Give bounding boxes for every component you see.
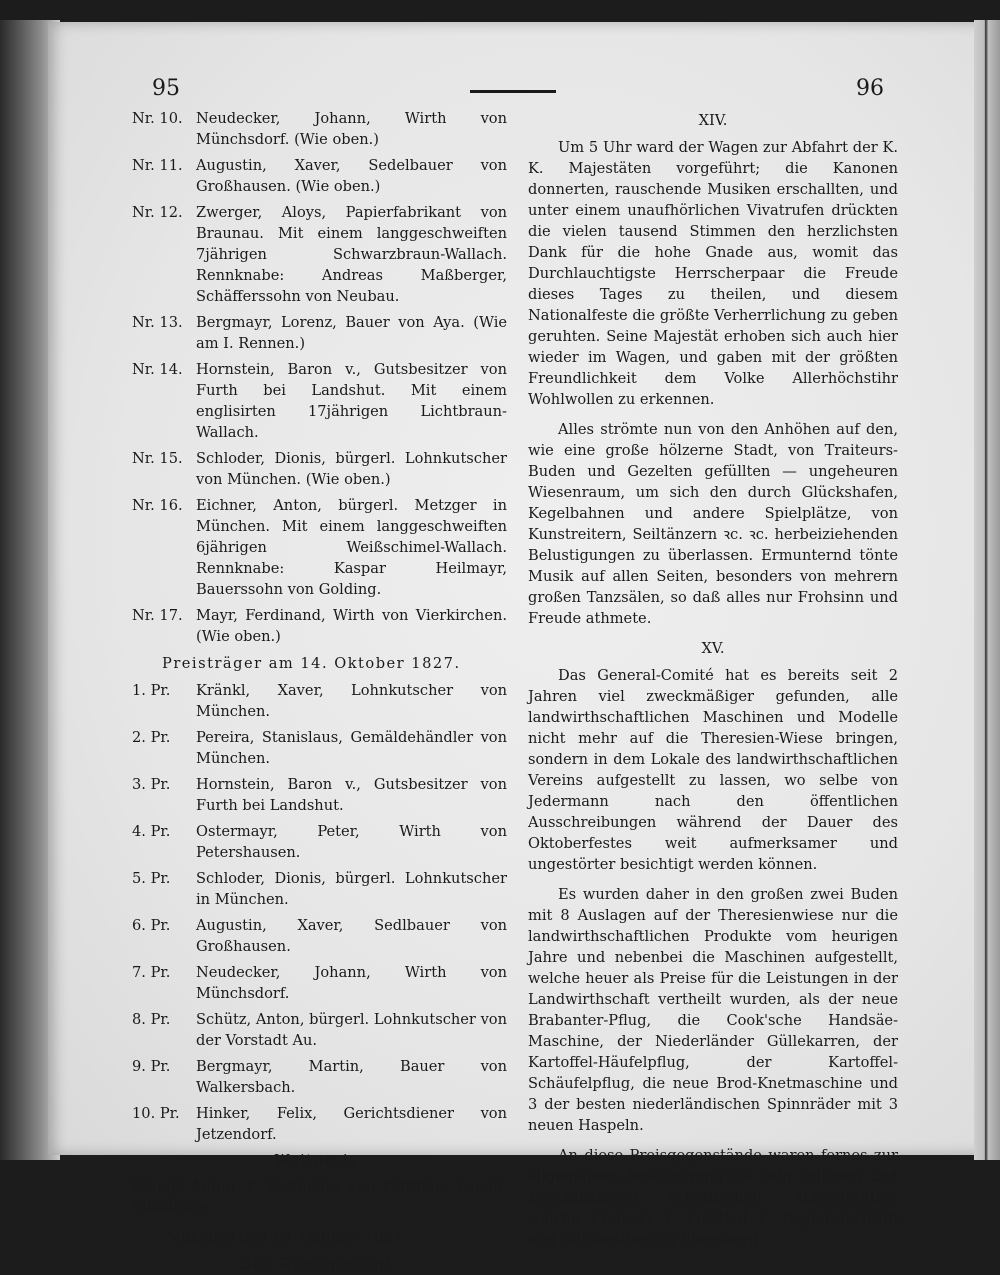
- prize-entry: [132, 915, 507, 957]
- prize-list: [132, 680, 507, 1145]
- prize-entry-text: Augustin, Xaver, Sedlbauer von Großhausen.: [196, 917, 507, 955]
- nr-entry-text: Augustin, Xaver, Sedelbauer von Großhausen. (Wie oben.): [196, 157, 507, 195]
- prize-entry-text: Pereira, Stanislaus, Gemäldehändler von München.: [196, 729, 507, 767]
- weitpreis-heading: Weitpreis.: [274, 1152, 365, 1169]
- nr-entry: [132, 108, 507, 150]
- signature: Das Renngericht.: [239, 1256, 400, 1273]
- prize-entry-label: 5. Pr.: [132, 870, 171, 887]
- prize-entry-label: 2. Pr.: [132, 729, 171, 746]
- section-paragraph: An diese Preisgegenstände waren fernes zur allgemeinen Besichtigung die sehr schönen und zweckmäßigen schottischen Ackergeräthe, welche Freiherr v. Eichthal k. Regierungsrath und Gutsbesitzer zu Ebersberg: [528, 1147, 898, 1248]
- prize-entry-label: 6. Pr.: [132, 917, 171, 934]
- prize-entry-label: 4. Pr.: [132, 823, 171, 840]
- prize-entry-text: Schütz, Anton, bürgerl. Lohnkutscher von der Vorstadt Au.: [196, 1011, 507, 1049]
- section-paragraph: Um 5 Uhr ward der Wagen zur Abfahrt der K. K. Majestäten vorgeführt; die Kanonen donnerten, rauschende Musiken erschallten, und unter einem unaufhörlichen Vivatrufen drückten die vielen tausend Stimmen den herzlichsten Dank für die hohe Gnade aus, womit das Durchlauchtigste Herrscherpaar die Freude dieses Tages zu theilen, und diesem Nationalfeste die größte Verherrlichung zu geben geruhten. Seine Majestät erhoben sich auch hier wieder im Wagen, und gaben mit der größten Freundlichkeit dem Volke Allerhöchstihr Wohlwollen zu erkennen.: [528, 139, 898, 408]
- prize-entry: [132, 821, 507, 863]
- header-rule: [470, 90, 556, 93]
- section-heading: XIV.: [698, 112, 728, 129]
- nr-entry: [132, 605, 507, 647]
- date-line: München den 18. Oktober 1827.: [166, 1229, 407, 1246]
- nr-entry-text: Hornstein, Baron v., Gutsbesitzer von Furth bei Landshut. Mit einem englisirten 17jährigen Lichtbraun-Wallach.: [196, 361, 507, 441]
- prize-heading: Preisträger am 14. Oktober 1827.: [162, 655, 461, 672]
- page-number-right: 96: [856, 76, 884, 101]
- prize-entry-text: Bergmayr, Martin, Bauer von Walkersbach.: [196, 1058, 507, 1096]
- nr-entry: [132, 202, 507, 307]
- prize-entry-label: 1. Pr.: [132, 682, 171, 699]
- prize-entry: [132, 962, 507, 1004]
- nr-entry: [132, 448, 507, 490]
- nr-entry: [132, 495, 507, 600]
- prize-entry: [132, 774, 507, 816]
- nr-entry: [132, 359, 507, 443]
- prize-entry: [132, 727, 507, 769]
- prize-entry: [132, 1103, 507, 1145]
- nr-entry-label: Nr. 14.: [132, 361, 183, 378]
- prize-entry-text: Kränkl, Xaver, Lohnkutscher von München.: [196, 682, 507, 720]
- nr-entry-label: Nr. 17.: [132, 607, 183, 624]
- right-column: [528, 108, 898, 1259]
- prize-entry-label: 8. Pr.: [132, 1011, 171, 1028]
- page-number-left: 95: [152, 76, 180, 101]
- weitpreis-text: Stangl, Anton, k. Posthalter von Plattling, Landg. Vilsbiburg.: [132, 1178, 507, 1216]
- prize-entry: [132, 1056, 507, 1098]
- prize-entry: [132, 680, 507, 722]
- entry-list: [132, 108, 507, 647]
- prize-entry-label: 9. Pr.: [132, 1058, 171, 1075]
- nr-entry-label: Nr. 13.: [132, 314, 183, 331]
- next-page-edge: [974, 20, 1000, 1160]
- left-column: [132, 108, 507, 1275]
- nr-entry: [132, 312, 507, 354]
- prize-entry: [132, 868, 507, 910]
- nr-entry-text: Eichner, Anton, bürgerl. Metzger in München. Mit einem langgeschweiften 6jährigen Weißschimel-Wallach. Rennknabe: Kaspar Heilmayr, Bauerssohn von Golding.: [196, 497, 507, 598]
- section-paragraph: Alles strömte nun von den Anhöhen auf den, wie eine große hölzerne Stadt, von Traiteurs-Buden und Gezelten gefüllten — ungeheuren Wiesenraum, um sich den durch Glückshafen, Kegelbahnen und andere Spielplätze, von Kunstreitern, Seiltänzern ꝛc. ꝛc. herbeiziehenden Belustigungen zu überlassen. Ermunternd tönte Musik auf allen Seiten, besonders von mehrern großen Tanzsälen, so daß alles nur Frohsinn und Freude athmete.: [528, 421, 898, 627]
- prize-entry-text: Ostermayr, Peter, Wirth von Petershausen.: [196, 823, 507, 861]
- section-paragraph: Das General-Comité hat es bereits seit 2 Jahren viel zweckmäßiger gefunden, alle landwirthschaftlichen Maschinen und Modelle nicht mehr auf die Theresien-Wiese bringen, sondern in dem Lokale des landwirthschaftlichen Vereins aufgestellt zu lassen, wo selbe von Jedermann nach den öffentlichen Ausschreibungen während der Dauer des Oktoberfestes weit aufmerksamer und ungestörter besichtigt werden können.: [528, 667, 898, 873]
- prize-entry-text: Neudecker, Johann, Wirth von Münchsdorf.: [196, 964, 507, 1002]
- prize-entry-label: 7. Pr.: [132, 964, 171, 981]
- nr-entry-text: Zwerger, Aloys, Papierfabrikant von Braunau. Mit einem langgeschweiften 7jährigen Schwarzbraun-Wallach. Rennknabe: Andreas Maßberger, Schäfferssohn von Neubau.: [196, 204, 507, 305]
- nr-entry-label: Nr. 11.: [132, 157, 183, 174]
- nr-entry: [132, 155, 507, 197]
- nr-entry-label: Nr. 15.: [132, 450, 183, 467]
- section-list: [528, 110, 898, 1250]
- nr-entry-text: Mayr, Ferdinand, Wirth von Vierkirchen. (Wie oben.): [196, 607, 507, 645]
- nr-entry-text: Bergmayr, Lorenz, Bauer von Aya. (Wie am I. Rennen.): [196, 314, 507, 352]
- prize-entry-label: 3. Pr.: [132, 776, 171, 793]
- nr-entry-label: Nr. 16.: [132, 497, 183, 514]
- nr-entry-text: Schloder, Dionis, bürgerl. Lohnkutscher von München. (Wie oben.): [196, 450, 507, 488]
- prize-entry-text: Hinker, Felix, Gerichtsdiener von Jetzendorf.: [196, 1105, 507, 1143]
- nr-entry-text: Neudecker, Johann, Wirth von Münchsdorf. (Wie oben.): [196, 110, 507, 148]
- nr-entry-label: Nr. 12.: [132, 204, 183, 221]
- prize-entry-text: Schloder, Dionis, bürgerl. Lohnkutscher in München.: [196, 870, 507, 908]
- prize-entry: [132, 1009, 507, 1051]
- section-heading: XV.: [701, 640, 725, 657]
- nr-entry-label: Nr. 10.: [132, 110, 183, 127]
- prize-entry-text: Hornstein, Baron v., Gutsbesitzer von Furth bei Landshut.: [196, 776, 507, 814]
- prize-entry-label: 10. Pr.: [132, 1105, 180, 1122]
- section-paragraph: Es wurden daher in den großen zwei Buden mit 8 Auslagen auf der Theresienwiese nur die landwirthschaftlichen Produkte vom heurigen Jahre und nebenbei die Maschinen aufgestellt, welche heuer als Preise für die Leistungen in der Landwirthschaft vertheilt wurden, als der neue Brabanter-Pflug, die Cook'sche Handsäe-Maschine, der Niederländer Güllekarren, der Kartoffel-Häufelpflug, der Kartoffel-Schäufelpflug, die neue Brod-Knetmaschine und 3 der besten niederländischen Spinnräder mit 3 neuen Haspeln.: [528, 886, 898, 1134]
